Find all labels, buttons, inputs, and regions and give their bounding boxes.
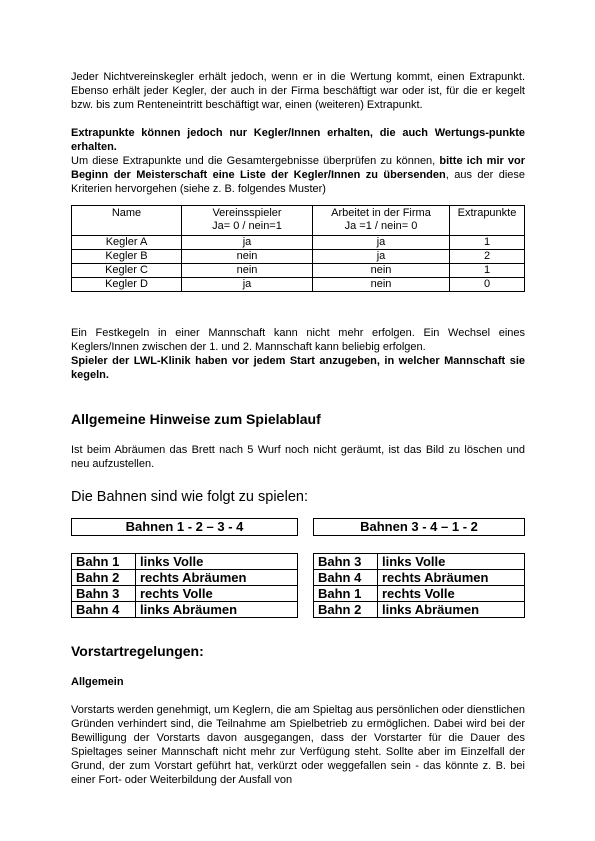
table-row <box>72 250 525 264</box>
table-row <box>72 278 525 292</box>
table-cell: nein <box>313 278 450 292</box>
section-heading-hinweise: Allgemeine Hinweise zum Spielablauf <box>71 411 321 427</box>
paragraph-abraeumen: Ist beim Abräumen das Brett nach 5 Wurf noch nicht geräumt, ist das Bild zu löschen und neu aufzustellen. <box>71 444 525 470</box>
table-cell: 2 <box>450 250 525 264</box>
table-cell: 1 <box>450 264 525 278</box>
lane-row: Bahn 3 rechts Volle <box>72 586 298 602</box>
lanes-title-right: Bahnen 3 - 4 – 1 - 2 <box>313 518 525 536</box>
table-cell: ja <box>313 250 450 264</box>
lane-row: Bahn 4 links Abräumen <box>72 602 298 618</box>
lane-row: Bahn 3 links Volle <box>314 554 525 570</box>
table-cell: 1 <box>450 236 525 250</box>
lanes-block-left <box>71 518 298 618</box>
section-heading-vorstart: Vorstartregelungen: <box>71 643 204 659</box>
table-cell: 0 <box>450 278 525 292</box>
column-header-vereinsspieler: Vereinsspieler Ja= 0 / nein=1 <box>182 206 313 236</box>
table-cell: Kegler C <box>72 264 182 278</box>
lane-row: Bahn 1 links Volle <box>72 554 298 570</box>
table-cell: Kegler D <box>72 278 182 292</box>
document-page <box>71 70 525 787</box>
paragraph-extrapunkt-condition: Extrapunkte können jedoch nur Kegler/Innen erhalten, die auch Wertungs-punkte erhalten. <box>71 127 525 153</box>
table-cell: Kegler B <box>72 250 182 264</box>
paragraph-lwl-klinik: Spieler der LWL-Klinik haben vor jedem Start anzugeben, in welcher Mannschaft sie kegeln. <box>71 355 525 381</box>
table-cell: ja <box>313 236 450 250</box>
subheading-allgemein: Allgemein <box>71 676 124 688</box>
column-header-extrapunkte: Extrapunkte <box>450 206 525 236</box>
paragraph-list-request: Um diese Extrapunkte und die Gesamtergebnisse überprüfen zu können, bitte ich mir vor Beginn der Meisterschaft eine Liste der Kegler/Innen zu übersenden, aus der diese Kriterien hervorgehen (siehe z. B. folgendes Muster) <box>71 155 526 195</box>
lanes-intro: Die Bahnen sind wie folgt zu spielen: <box>71 489 308 505</box>
table-cell: Kegler A <box>72 236 182 250</box>
table-cell: ja <box>182 236 313 250</box>
extrapunkte-table <box>71 205 525 292</box>
lanes-table-left <box>71 553 298 618</box>
lanes-section <box>71 518 525 628</box>
lane-row: Bahn 2 links Abräumen <box>314 602 525 618</box>
column-header-name: Name <box>72 206 182 236</box>
lanes-table-right <box>313 553 525 618</box>
paragraph-vorstarts: Vorstarts werden genehmigt, um Keglern, die am Spieltag aus persönlichen oder dienstlichen Gründen verhindert sind, die Teilnahme am Spielbetrieb zu ermöglichen. Dabei wird bei der Bewilligung der Vorstarts davon ausgegangen, dass der Vorstarter für die Dauer des Spieltages seiner Mannschaft nicht mehr zur Verfügung steht. Sollte aber im Einzelfall der Grund, der zum Vorstart geführt hat, verkürzt oder weggefallen sein - das könnte z. B. bei einer Fort- oder Weiterbildung der Ausfall von <box>71 704 525 786</box>
table-row <box>72 264 525 278</box>
lanes-block-right <box>313 518 525 618</box>
lane-row: Bahn 2 rechts Abräumen <box>72 570 298 586</box>
column-header-firma: Arbeitet in der Firma Ja =1 / nein= 0 <box>313 206 450 236</box>
paragraph-festkegeln: Ein Festkegeln in einer Mannschaft kann nicht mehr erfolgen. Ein Wechsel eines Keglers/Innen zwischen der 1. und 2. Mannschaft kann beliebig erfolgen. <box>71 327 525 353</box>
lanes-title-left: Bahnen 1 - 2 – 3 - 4 <box>71 518 298 536</box>
lane-row: Bahn 4 rechts Abräumen <box>314 570 525 586</box>
paragraph-extrapunkt-rules: Jeder Nichtvereinskegler erhält jedoch, wenn er in die Wertung kommt, einen Extrapunkt. Ebenso erhält jeder Kegler, der auch in der Firma beschäftigt war oder ist, für die er kegelt bzw. bis zum Renteneintritt beschäftigt war, einen (weiteren) Extrapunkt. <box>71 71 525 111</box>
lane-row: Bahn 1 rechts Volle <box>314 586 525 602</box>
table-cell: nein <box>182 264 313 278</box>
table-row <box>72 236 525 250</box>
table-cell: nein <box>313 264 450 278</box>
table-cell: ja <box>182 278 313 292</box>
table-cell: nein <box>182 250 313 264</box>
